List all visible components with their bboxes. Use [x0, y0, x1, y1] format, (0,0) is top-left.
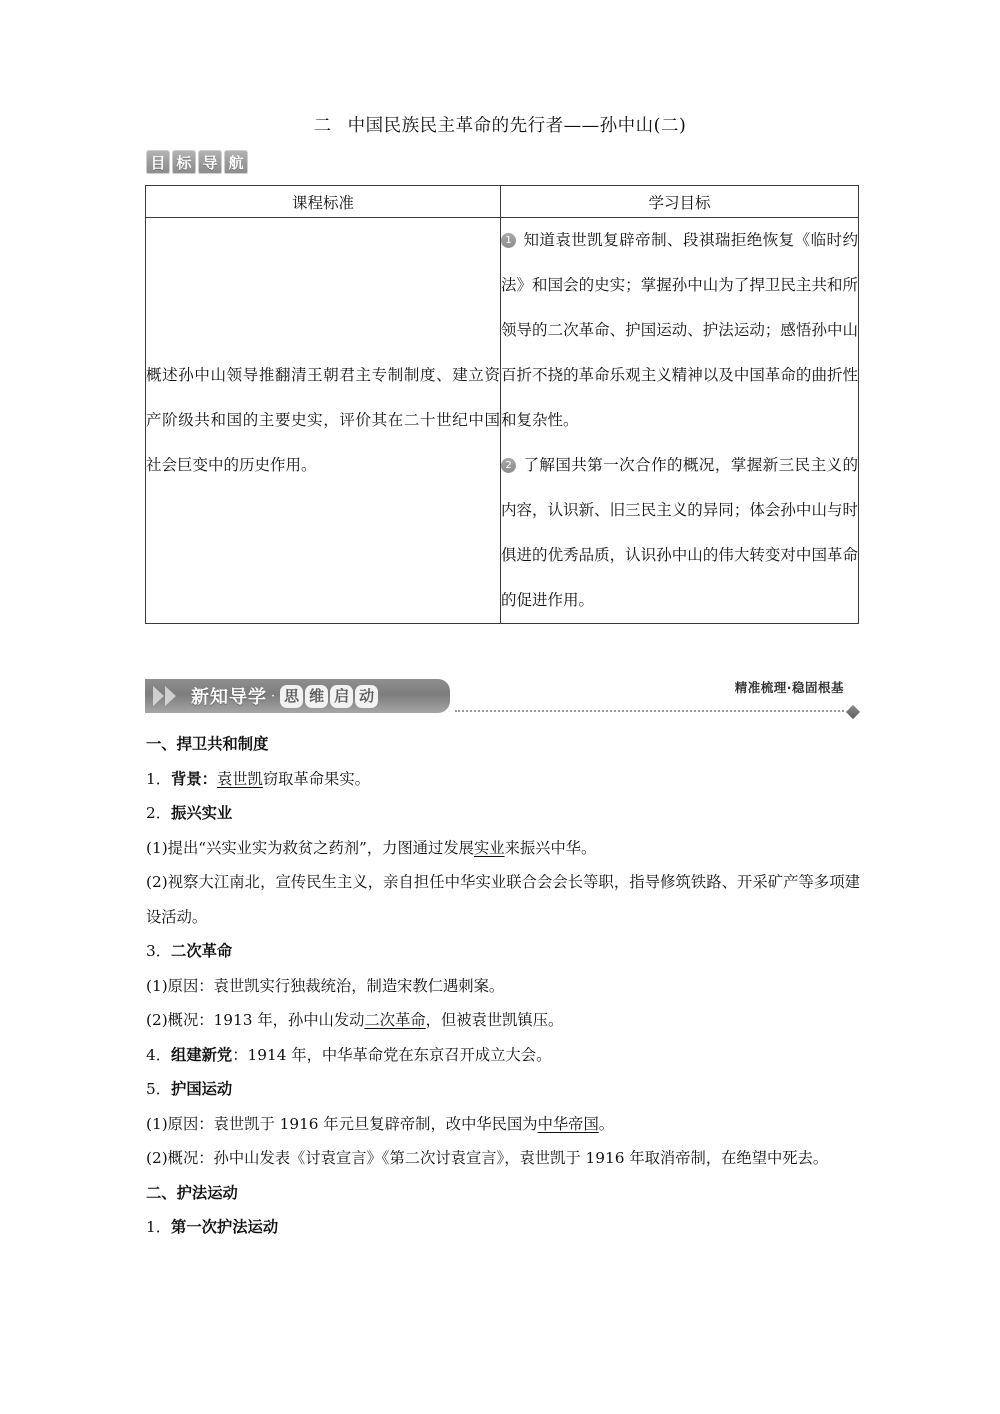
line-2-1-b: 来振兴中华。	[504, 838, 597, 857]
line-2-1	[146, 831, 860, 866]
line-5-1-keyword: 中华帝国	[537, 1114, 599, 1133]
line-4-label: 组建新党	[171, 1045, 233, 1064]
table-body-row	[146, 218, 859, 624]
line-6-label: 第一次护法运动	[171, 1218, 279, 1236]
line-3-2	[146, 1003, 860, 1038]
learning-goal-item-2	[501, 443, 858, 623]
diamond-icon	[846, 705, 860, 719]
line-6-number: 1．	[146, 1218, 172, 1236]
line-2-2: (2)视察大江南北，宣传民生主义，亲自担任中华实业联合会会长等职，指导修筑铁路、开采矿产等多项建设活动。	[146, 873, 860, 926]
line-5-2: (2)概况：孙中山发表《讨袁宣言》《第二次讨袁宣言》，袁世凯于 1916 年取消帝制，在绝望中死去。	[146, 1149, 829, 1167]
line-2-1-a: (1)提出“兴实业实为救贫之药剂”，力图通过发展	[146, 838, 474, 857]
line-1-number: 1．	[146, 769, 172, 788]
objectives-table	[145, 185, 859, 624]
page-title-text: 中国民族民主革命的先行者——孙中山(二)	[347, 116, 687, 136]
line-3-1: (1)原因：袁世凯实行独裁统治，制造宋教仁遇刺案。	[146, 976, 505, 995]
line-1-keyword: 袁世凯	[216, 769, 263, 788]
table-header-curriculum: 课程标准	[146, 186, 501, 218]
banner-title: 新知导学	[191, 687, 267, 708]
learning-goals-cell	[501, 218, 859, 624]
double-chevron-icon	[145, 679, 191, 713]
heading-section-1: 一、捍卫共和制度	[146, 735, 269, 753]
line-3-number: 3．	[146, 942, 172, 960]
circled-number-icon-1: 1	[501, 233, 516, 248]
learning-goal-text-2: 了解国共第一次合作的概况，掌握新三民主义的内容，认识新、旧三民主义的异同；体会孙中山与时俱进的优秀品质，认识孙中山的伟大转变对中国革命的促进作用。	[501, 456, 858, 609]
page-title-number: 二	[313, 116, 332, 136]
banner-pill-2: 维	[305, 685, 328, 708]
line-5-1-a: (1)原因：袁世凯于 1916 年元旦复辟帝制，改中华民国为	[146, 1114, 538, 1133]
line-6-heading	[146, 1210, 860, 1245]
section-banner	[145, 679, 858, 713]
line-4-number: 4．	[146, 1045, 172, 1064]
line-2-number: 2．	[146, 804, 172, 822]
line-2-heading	[146, 796, 860, 831]
line-5-number: 5．	[146, 1080, 172, 1098]
goal-navigation-badge	[146, 150, 248, 174]
banner-dotted-rule	[455, 710, 844, 712]
badge-char-4: 航	[224, 150, 248, 174]
banner-right-slogan: 精准梳理·稳固根基	[734, 680, 844, 695]
line-2-label: 振兴实业	[171, 804, 233, 822]
line-3-2-a: (2)概况：1913 年，孙中山发动	[146, 1011, 365, 1029]
line-3-2-b: ，但被袁世凯镇压。	[425, 1011, 564, 1029]
circled-number-icon-2: 2	[501, 458, 516, 473]
line-3-2-keyword: 二次革命	[364, 1011, 426, 1029]
line-1-label: 背景：	[171, 769, 217, 788]
banner-pill-1: 思	[280, 685, 303, 708]
line-2-1-keyword: 实业	[473, 838, 505, 857]
line-3-heading	[146, 934, 860, 969]
line-3-label: 二次革命	[171, 942, 233, 960]
curriculum-standard-cell: 概述孙中山领导推翻清王朝君主专制制度、建立资产阶级共和国的主要史实，评价其在二十世纪中国社会巨变中的历史作用。	[146, 218, 501, 624]
page-title	[0, 112, 1000, 137]
badge-char-1: 目	[146, 150, 170, 174]
table-header-row	[146, 186, 859, 218]
line-5-1	[146, 1107, 860, 1142]
heading-section-2: 二、护法运动	[146, 1183, 238, 1202]
line-1-rest: 窃取革命果实。	[262, 769, 370, 788]
learning-goal-item-1	[501, 218, 858, 443]
banner-pill-3: 启	[330, 685, 353, 708]
body-content	[146, 727, 860, 1245]
line-4-rest: ：1914 年，中华革命党在东京召开成立大会。	[232, 1045, 552, 1064]
banner-separator: ·	[271, 688, 276, 704]
table-header-learning-goals: 学习目标	[501, 186, 859, 218]
line-5-label: 护国运动	[171, 1080, 233, 1098]
banner-plate	[145, 679, 450, 713]
banner-pill-4: 动	[355, 685, 378, 708]
banner-pill-group	[280, 685, 378, 708]
badge-char-2: 标	[172, 150, 196, 174]
badge-char-3: 导	[198, 150, 222, 174]
line-1-background	[146, 762, 860, 797]
learning-goal-text-1: 知道袁世凯复辟帝制、段祺瑞拒绝恢复《临时约法》和国会的史实；掌握孙中山为了捍卫民主共和所领导的二次革命、护国运动、护法运动；感悟孙中山百折不挠的革命乐观主义精神以及中国革命的曲折性和复杂性。	[501, 231, 858, 429]
line-5-heading	[146, 1072, 860, 1107]
line-4-new-party	[146, 1038, 860, 1073]
line-5-1-b: 。	[598, 1114, 615, 1133]
